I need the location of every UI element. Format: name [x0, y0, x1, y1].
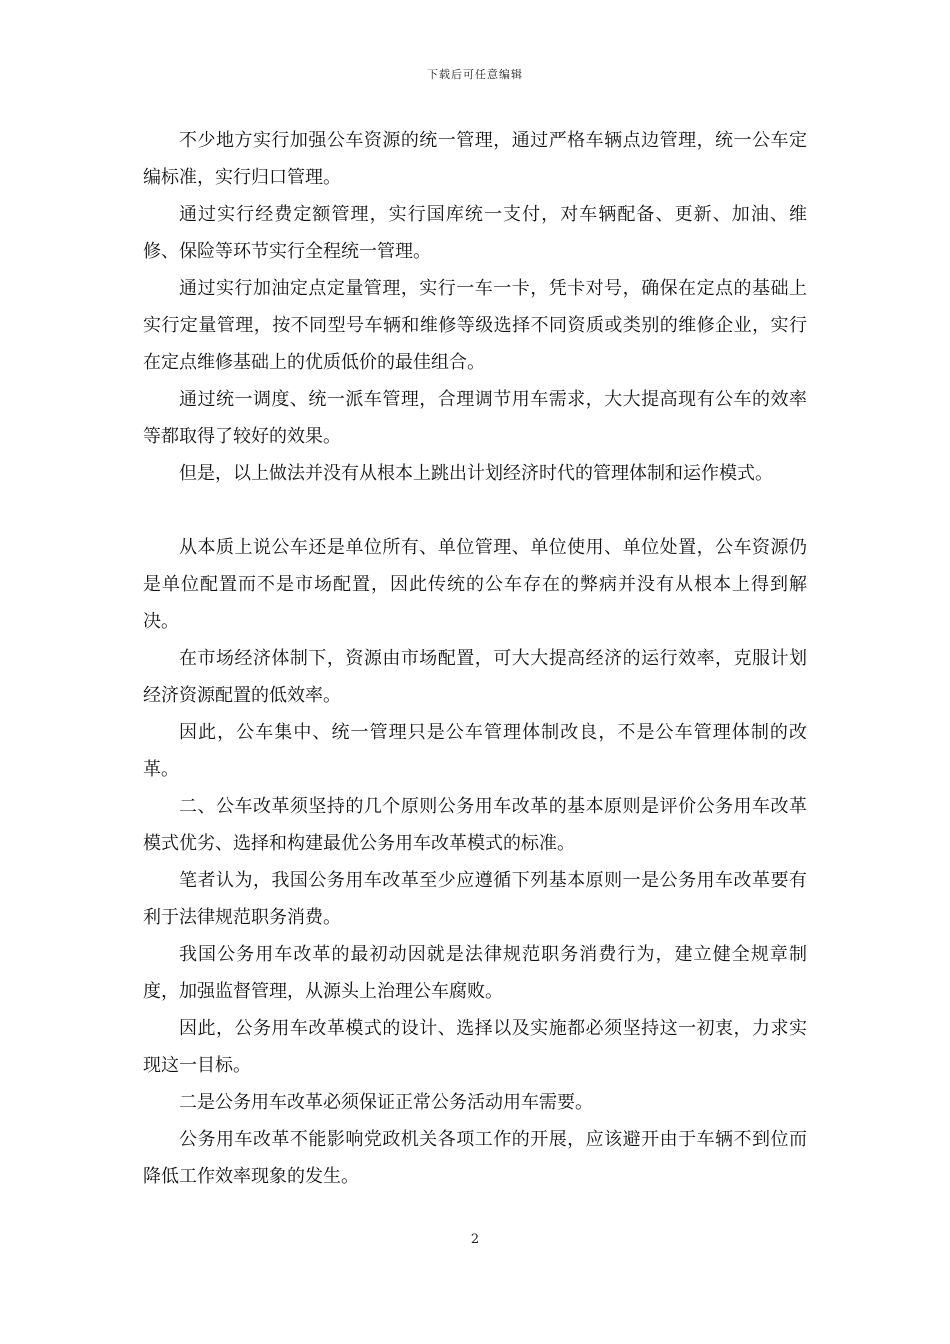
paragraph: 但是，以上做法并没有从根本上跳出计划经济时代的管理体制和运作模式。 — [179, 463, 773, 484]
page-number: 2 — [470, 1232, 480, 1247]
paragraph: 通过实行加油定点定量管理，实行一车一卡，凭卡对号，确保在定点的基础上实行定量管理，按不同型号车辆和维修等级选择不同资质或类别的维修企业，实行在定点维修基础上的优质低价的最佳组合。 — [143, 278, 807, 373]
paragraph: 我国公务用车改革的最初动因就是法律规范职务消费行为，建立健全规章制度，加强监督管理，从源头上治理公车腐败。 — [143, 944, 807, 1002]
document-body — [143, 122, 807, 1195]
paragraph: 通过统一调度、统一派车管理，合理调节用车需求，大大提高现有公车的效率等都取得了较好的效果。 — [143, 389, 807, 447]
paragraph: 笔者认为，我国公务用车改革至少应遵循下列基本原则一是公务用车改革要有利于法律规范职务消费。 — [143, 870, 807, 928]
paragraph: 公务用车改革不能影响党政机关各项工作的开展，应该避开由于车辆不到位而降低工作效率现象的发生。 — [143, 1129, 807, 1187]
paragraph: 从本质上说公车还是单位所有、单位管理、单位使用、单位处置，公车资源仍是单位配置而不是市场配置，因此传统的公车存在的弊病并没有从根本上得到解决。 — [143, 537, 807, 632]
page-header: 下载后可任意编辑 — [427, 68, 523, 81]
paragraph: 因此，公务用车改革模式的设计、选择以及实施都必须坚持这一初衷，力求实现这一目标。 — [143, 1018, 807, 1076]
paragraph: 不少地方实行加强公车资源的统一管理，通过严格车辆点边管理，统一公车定编标准，实行归口管理。 — [143, 130, 807, 188]
paragraph: 在市场经济体制下，资源由市场配置，可大大提高经济的运行效率，克服计划经济资源配置的低效率。 — [143, 648, 807, 706]
paragraph: 二是公务用车改革必须保证正常公务活动用车需要。 — [179, 1092, 593, 1113]
paragraph: 二、公车改革须坚持的几个原则公务用车改革的基本原则是评价公务用车改革模式优劣、选择和构建最优公务用车改革模式的标准。 — [143, 796, 807, 854]
paragraph: 因此，公车集中、统一管理只是公车管理体制改良，不是公车管理体制的改革。 — [143, 722, 807, 780]
paragraph: 通过实行经费定额管理，实行国库统一支付，对车辆配备、更新、加油、维修、保险等环节实行全程统一管理。 — [143, 204, 807, 262]
